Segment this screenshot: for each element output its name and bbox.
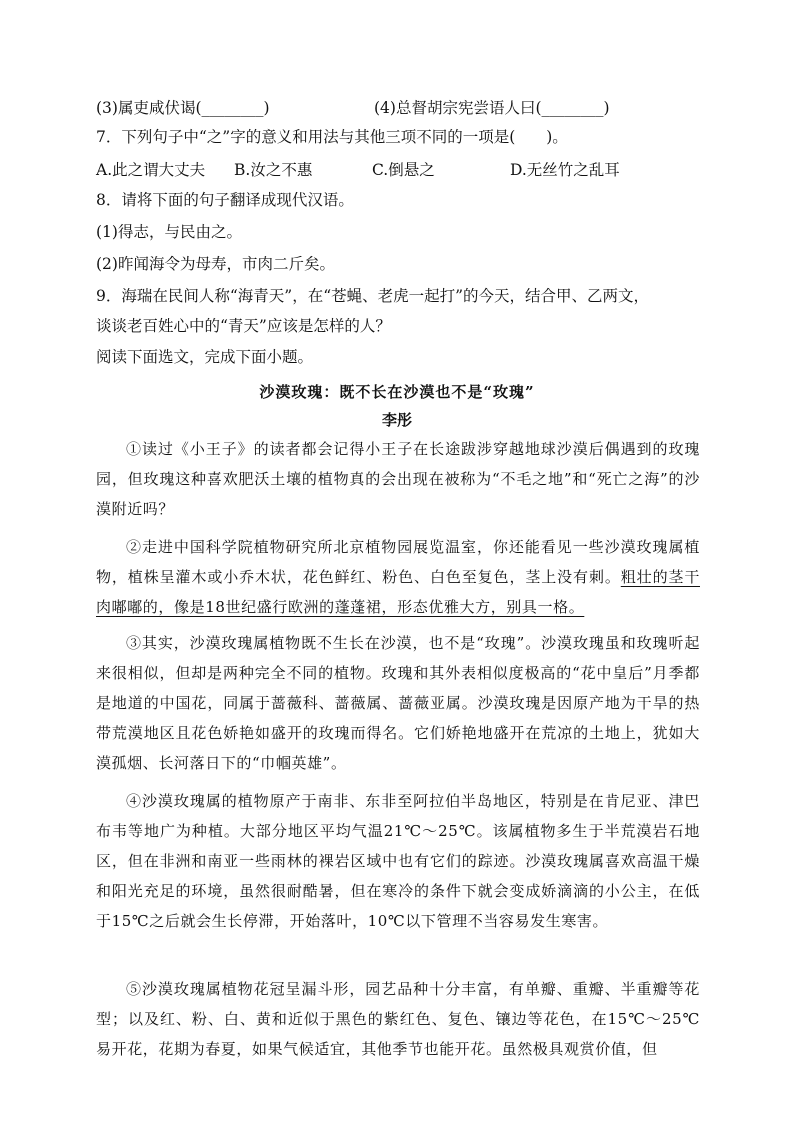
option-c: C.倒悬之 — [372, 161, 435, 179]
question-8-item-1: (1)得志，与民由之。 — [96, 223, 242, 241]
paragraph-5: ⑤沙漠玫瑰属植物花冠呈漏斗形，园艺品种十分丰富，有单瓣、重瓣、半重瓣等花型；以及红、粉、白、黄和近似于黑色的紫红色、复色、镶边等花色，在15℃～25℃易开花，花期为春夏，如果气候适宜，其他季节也能开花。虽然极具观赏价值，但 — [96, 980, 700, 1058]
paragraph-2-underlined-sentence: 粗壮的茎干肉嘟嘟的，像是18世纪盛行欧洲的蓬蓬裙，形态优雅大方，别具一格。 — [96, 568, 700, 616]
option-b: B.汝之不惠 — [234, 161, 313, 179]
question-9-line-1: 9．海瑞在民间人称“海青天”，在“苍蝇、老虎一起打”的今天，结合甲、乙两文， — [96, 287, 650, 305]
paragraph-3: ③其实，沙漠玫瑰属植物既不生长在沙漠，也不是“玫瑰”。沙漠玫瑰虽和玫瑰听起来很相似，但却是两种完全不同的植物。玫瑰和其外表相似度极高的“花中皇后”月季都是地道的中国花，同属于蔷薇科、蔷薇属、蔷薇亚属。沙漠玫瑰是因原产地为干旱的热带荒漠地区且花色娇艳如盛开的玫瑰而得名。它们娇艳地盛开在荒凉的土地上，犹如大漠孤烟、长河落日下的“巾帼英雄”。 — [96, 634, 700, 772]
paragraph-4: ④沙漠玫瑰属的植物原产于南非、东非至阿拉伯半岛地区，特别是在肯尼亚、津巴布韦等地广为种植。大部分地区平均气温21℃～25℃。该属植物多生于半荒漠岩石地区，但在非洲和南亚一些雨林的裸岩区域中也有它们的踪迹。沙漠玫瑰属喜欢高温干燥和阳光充足的环境，虽然很耐酷暑，但在寒冷的条件下就会变成娇滴滴的小公主，在低于15℃之后就会生长停滞，开始落叶，10℃以下管理不当容易发生寒害。 — [96, 792, 700, 930]
paragraph-2-text: ②走进中国科学院植物研究所北京植物园展览温室，你还能看见一些沙漠玫瑰属植物，植株呈灌木或小乔木状，花色鲜红、粉色、白色至复色，茎上没有刺。 — [96, 538, 700, 586]
option-d: D.无丝竹之乱耳 — [510, 161, 620, 179]
question-6-item-3: (3)属吏咸伏谒(________) — [96, 99, 270, 117]
question-8-stem: 8．请将下面的句子翻译成现代汉语。 — [96, 191, 354, 209]
article-title: 沙漠玫瑰：既不长在沙漠也不是“玫瑰” — [259, 383, 535, 401]
reading-instruction: 阅读下面选文，完成下面小题。 — [96, 348, 314, 366]
paragraph-2 — [96, 532, 700, 622]
option-a: A.此之谓大丈夫 — [96, 161, 206, 179]
question-6-row — [96, 96, 706, 118]
question-7-stem: 7．下列句子中“之”字的意义和用法与其他三项不同的一项是( )。 — [96, 128, 568, 146]
article-author: 李彤 — [381, 411, 412, 429]
question-8-item-2: (2)昨闻海令为母寿，市肉二斤矣。 — [96, 255, 335, 273]
question-7-options — [96, 158, 706, 180]
paragraph-1: ①读过《小王子》的读者都会记得小王子在长途跋涉穿越地球沙漠后偶遇到的玫瑰园，但玫瑰这种喜欢肥沃土壤的植物真的会出现在被称为“不毛之地”和“死亡之海”的沙漠附近吗？ — [96, 440, 700, 518]
question-9-line-2: 谈谈老百姓心中的“青天”应该是怎样的人？ — [96, 317, 391, 335]
question-6-item-4: (4)总督胡宗宪尝语人曰(________) — [374, 99, 610, 117]
